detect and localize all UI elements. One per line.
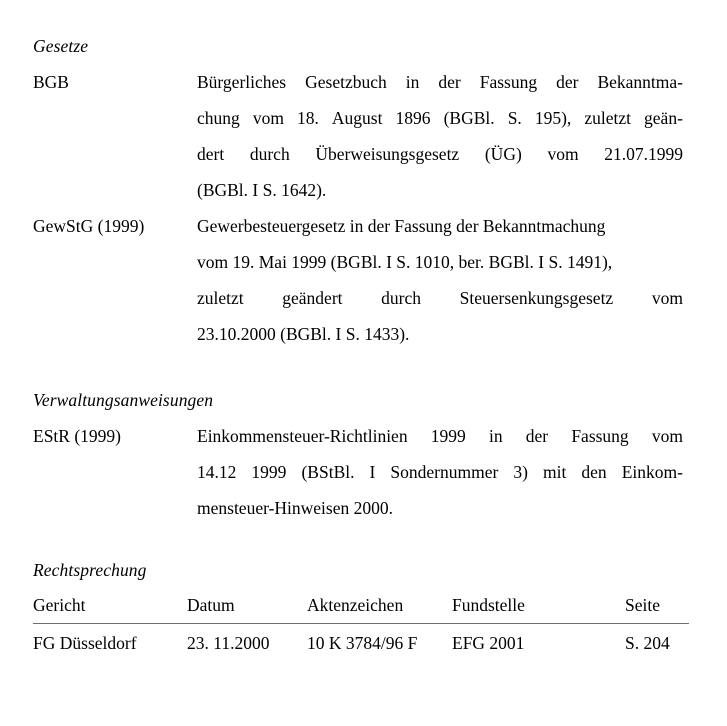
text-line: vom 19. Mai 1999 (BGBl. I S. 1010, ber. BGBl. I S. 1491),: [197, 252, 613, 272]
entry-body-bgb: [197, 64, 683, 208]
entry-body-gewstg: [197, 208, 683, 352]
text-line: chung vom 18. August 1896 (BGBl. S. 195), zuletzt geän-: [197, 108, 683, 128]
column-header-datum: Datum: [187, 595, 235, 615]
section-spacer: [33, 352, 683, 382]
column-header-gericht: Gericht: [33, 595, 86, 615]
cell-aktenzeichen: 10 K 3784/96 F: [307, 633, 418, 653]
text-line: Gewerbesteuergesetz in der Fassung der Bekanntmachung: [197, 216, 606, 236]
column-header-fundstelle: Fundstelle: [452, 595, 525, 615]
table-header-rule: [33, 623, 689, 624]
document-body: [33, 28, 683, 660]
entry-body-estr: [197, 418, 683, 526]
entry-label-gewstg: GewStG (1999): [33, 216, 145, 236]
text-line: 14.12 1999 (BStBl. I Sondernummer 3) mit den Einkom-: [197, 462, 683, 482]
rechtsprechung-table: [33, 588, 689, 660]
entry-estr: [33, 418, 683, 526]
cell-datum: 23. 11.2000: [187, 633, 270, 653]
column-header-seite: Seite: [625, 595, 660, 615]
table-row: [33, 626, 689, 660]
text-line: 23.10.2000 (BGBl. I S. 1433).: [197, 324, 410, 344]
table-header-row: [33, 588, 689, 622]
text-line: (BGBl. I S. 1642).: [197, 180, 327, 200]
cell-fundstelle: EFG 2001: [452, 633, 525, 653]
cell-seite: S. 204: [625, 633, 670, 653]
entry-bgb: [33, 64, 683, 208]
text-line: zuletzt geändert durch Steuersenkungsgesetz vom: [197, 288, 683, 308]
entry-label-estr: EStR (1999): [33, 426, 121, 446]
text-line: Bürgerliches Gesetzbuch in der Fassung der Bekanntma-: [197, 72, 683, 92]
text-line: dert durch Überweisungsgesetz (ÜG) vom 21.07.1999: [197, 144, 683, 164]
text-line: mensteuer-Hinweisen 2000.: [197, 498, 393, 518]
text-line: Einkommensteuer-Richtlinien 1999 in der Fassung vom: [197, 426, 683, 446]
entry-label-bgb: BGB: [33, 72, 69, 92]
section-heading-gesetze: Gesetze: [33, 36, 89, 56]
column-header-aktenzeichen: Aktenzeichen: [307, 595, 404, 615]
section-heading-verwaltungsanweisungen: Verwaltungsanweisungen: [33, 390, 214, 410]
section-spacer: [33, 526, 683, 552]
entry-gewstg: [33, 208, 683, 352]
cell-gericht: FG Düsseldorf: [33, 633, 137, 653]
section-heading-rechtsprechung: Rechtsprechung: [33, 560, 147, 580]
